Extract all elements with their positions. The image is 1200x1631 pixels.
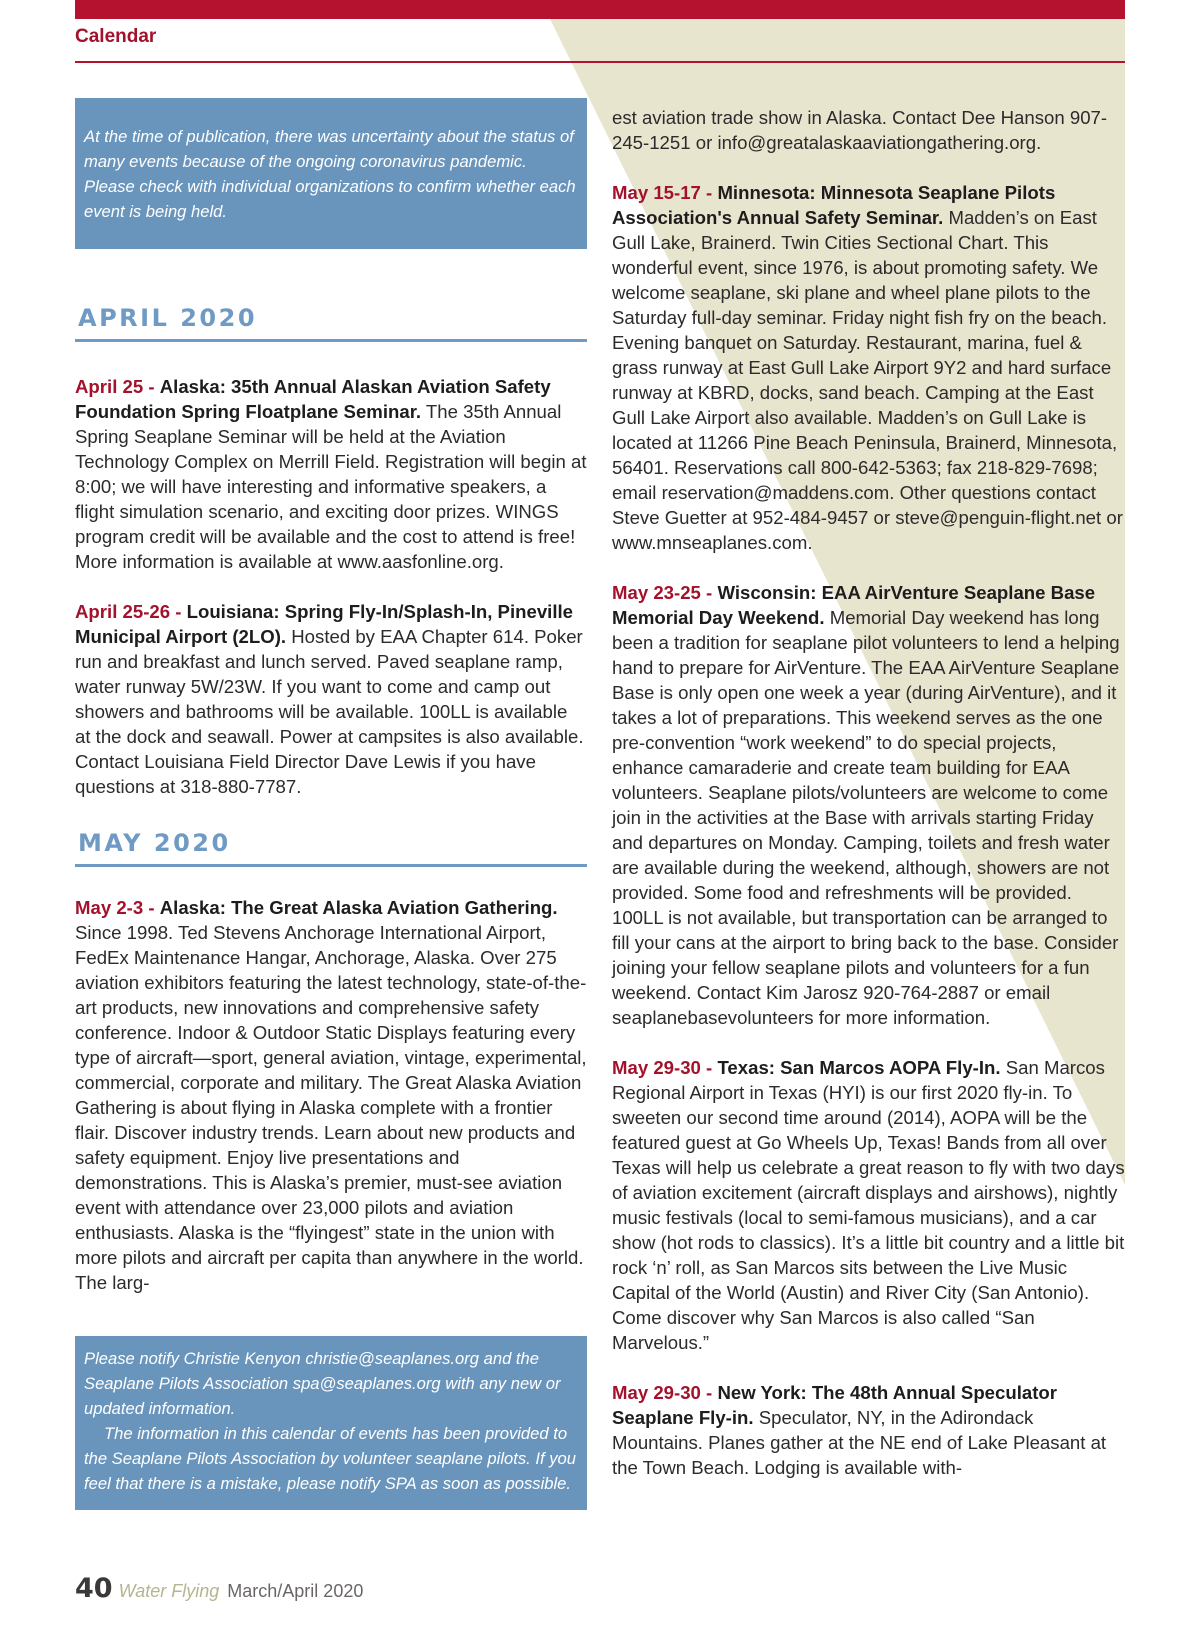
- event-body: Speculator, NY, in the Adirondack Mountains. Planes gather at the NE end of Lake Pleasant at the Town Beach. Lodging is available with-: [612, 1407, 1107, 1478]
- month-rule: [75, 339, 587, 342]
- page-number: 40: [75, 1573, 113, 1604]
- right-column: [612, 105, 1125, 1480]
- event-may-23-25: [612, 580, 1125, 1030]
- section-label: Calendar: [75, 26, 157, 47]
- month-header-may: [75, 824, 587, 867]
- event-body: Since 1998. Ted Stevens Anchorage International Airport, FedEx Maintenance Hangar, Anchorage, Alaska. Over 275 aviation exhibitors featuring the latest technology, state-of-the-art products, new innovations and comprehensive safety conference. Indoor & Outdoor Static Displays featuring every type of aircraft—sport, general aviation, vintage, experimental, commercial, corporate and military. The Great Alaska Aviation Gathering is about flying in Alaska complete with a frontier flair. Discover industry trends. Learn about new products and safety equipment. Enjoy live presentations and demonstrations. This is Alaska’s premier, must-see aviation event with attendance over 23,000 pilots and aviation enthusiasts. Alaska is the “flyingest” state in the union with more pilots and aircraft per capita than anywhere in the world. The larg-: [75, 922, 587, 1293]
- event-body: San Marcos Regional Airport in Texas (HYI) is our first 2020 fly-in. To sweeten our second time around (2014), AOPA will be the featured guest at Go Wheels Up, Texas! Bands from all over Texas will help us celebrate a great reason to fly with two days of aviation excitement (aircraft displays and airshows), nightly music festivals (local to semi-famous musicians), and a car show (hot rods to classics). It’s a little bit country and a little bit rock ‘n’ roll, as San Marcos sits between the Live Music Capital of the World (Austin) and River City (San Antonio). Come discover why San Marcos is also called “San Marvelous.”: [612, 1057, 1125, 1353]
- pandemic-notice-text: At the time of publication, there was uncertainty about the status of many events because of the ongoing coronavirus pandemic. Please check with individual organizations to confirm whether each event is being held.: [84, 127, 576, 221]
- continuation-text: est aviation trade show in Alaska. Contact Dee Hanson 907-245-1251 or info@greatalaskaaviationgathering.org.: [612, 107, 1108, 153]
- event-date: May 29-30 -: [612, 1057, 713, 1078]
- event-title: Wisconsin: EAA AirVenture Seaplane Base Memorial Day Weekend.: [612, 582, 1096, 628]
- event-april-25: [75, 374, 587, 574]
- event-title: Alaska: 35th Annual Alaskan Aviation Safety Foundation Spring Floatplane Seminar.: [75, 376, 551, 422]
- event-body: Memorial Day weekend has long been a tradition for seaplane pilot volunteers to lend a helping hand to prepare for AirVenture. The EAA AirVenture Seaplane Base is only open one week a year (during AirVenture), and it takes a lot of preparations. This weekend serves as the one pre-convention “work weekend” to do special projects, enhance camaraderie and create team building for EAA volunteers. Seaplane pilots/volunteers are welcome to come join in the activities at the Base with arrivals starting Friday and departures on Monday. Camping, toilets and fresh water are available during the weekend, although, showers are not provided. Some food and refreshments will be provided. 100LL is not available, but transportation can be arranged to fill your cans at the airport to bring back to the base. Consider joining your fellow seaplane pilots and volunteers for a fun weekend. Contact Kim Jarosz 920-764-2887 or email seaplanebasevolunteers for more information.: [612, 607, 1120, 1028]
- event-april-25-26: [75, 599, 587, 799]
- contribution-notice-line1: Please notify Christie Kenyon christie@seaplanes.org and the Seaplane Pilots Association spa@seaplanes.org with any new or updated information.: [84, 1349, 561, 1418]
- contribution-notice-line2: The information in this calendar of events has been provided to the Seaplane Pilots Association by volunteer seaplane pilots. If you feel that there is a mistake, please notify SPA as soon as possible.: [84, 1424, 576, 1493]
- event-may-29-30-new-york: [612, 1380, 1125, 1480]
- event-date: May 2-3 -: [75, 897, 155, 918]
- month-title: MAY 2020: [78, 829, 231, 857]
- event-body: Madden’s on East Gull Lake, Brainerd. Twin Cities Sectional Chart. This wonderful event, since 1976, is about promoting safety. We welcome seaplane, ski plane and wheel plane pilots to the Saturday full-day seminar. Friday night fish fry on the beach. Evening banquet on Saturday. Restaurant, marina, fuel & grass runway at East Gull Lake Airport 9Y2 and hard surface runway at KBRD, docks, sand beach. Camping at the East Gull Lake Airport also available. Madden’s on Gull Lake is located at 11266 Pine Beach Peninsula, Brainerd, Minnesota, 56401. Reservations call 800-642-5363; fax 218-829-7698; email reservation@maddens.com. Other questions contact Steve Guetter at 952-484-9457 or steve@penguin-flight.net or www.mnseaplanes.com.: [612, 207, 1123, 553]
- event-date: May 15-17 -: [612, 182, 713, 203]
- month-header-april: [75, 299, 587, 342]
- event-body: Hosted by EAA Chapter 614. Poker run and breakfast and lunch served. Paved seaplane ramp, water runway 5W/23W. If you want to come and camp out showers and bathrooms will be available. 100LL is available at the dock and seawall. Power at campsites is also available. Contact Louisiana Field Director Dave Lewis if you have questions at 318-880-7787.: [75, 626, 584, 797]
- publication-name: Water Flying: [118, 1581, 220, 1601]
- event-may-29-30-texas: [612, 1055, 1125, 1355]
- event-title: Alaska: The Great Alaska Aviation Gathering.: [159, 897, 558, 918]
- event-date: April 25-26 -: [75, 601, 182, 622]
- left-column: [75, 98, 587, 1510]
- event-title: Louisiana: Spring Fly-In/Splash-In, Pineville Municipal Airport (2LO).: [75, 601, 574, 647]
- event-may-15-17: [612, 180, 1125, 555]
- header-color-bar: [75, 0, 1125, 19]
- contribution-notice: [75, 1336, 587, 1510]
- header-rule: [75, 61, 1125, 63]
- event-date: May 29-30 -: [612, 1382, 713, 1403]
- event-title: Texas: San Marcos AOPA Fly-In.: [717, 1057, 1001, 1078]
- event-title: Minnesota: Minnesota Seaplane Pilots Association's Annual Safety Seminar.: [612, 182, 1056, 228]
- pandemic-notice: [75, 98, 587, 249]
- event-title: New York: The 48th Annual Speculator Seaplane Fly-in.: [612, 1382, 1058, 1428]
- event-date: May 23-25 -: [612, 582, 713, 603]
- month-rule: [75, 864, 587, 867]
- event-body: The 35th Annual Spring Seaplane Seminar will be held at the Aviation Technology Complex on Merrill Field. Registration will begin at 8:00; we will have interesting and informative speakers, a flight simulation scenario, and exciting door prizes. WINGS program credit will be available and the cost to attend is free! More information is available at www.aasfonline.org.: [75, 401, 587, 572]
- month-title: APRIL 2020: [78, 304, 258, 332]
- event-may-2-3: [75, 895, 587, 1295]
- event-date: April 25 -: [75, 376, 155, 397]
- issue-date: March/April 2020: [227, 1581, 364, 1601]
- page-footer: [75, 1573, 363, 1604]
